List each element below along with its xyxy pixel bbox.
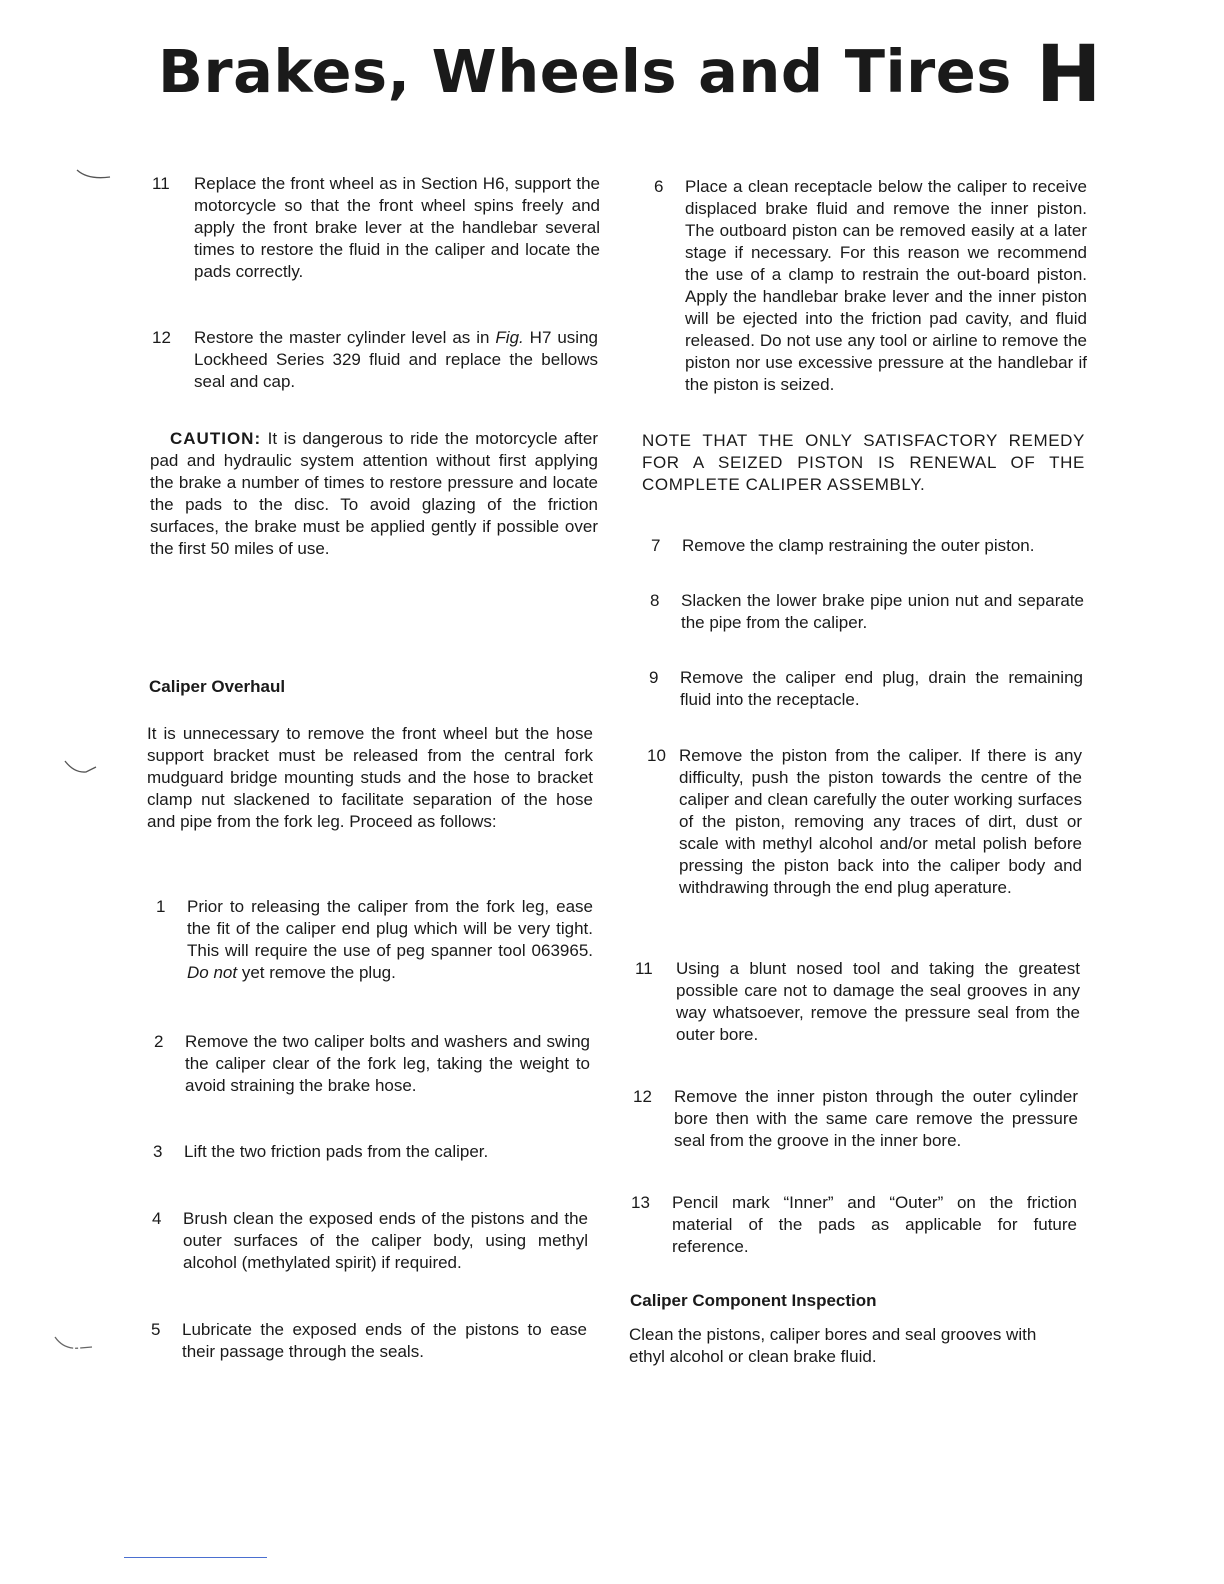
figure-reference: Fig. [495, 328, 524, 347]
item-text-part: H7 using Lockheed Series 329 fluid and replace the bellows seal and cap. [194, 328, 598, 391]
item-text: Place a clean receptacle below the caliper to receive displaced brake fluid and remove the inner piston. The outboard piston can be removed easily at a later stage if necessary. For this reason we recommend the use of a clamp to restrain the out-board piston. Apply the handlebar brake lever and the inner piston will be ejected into the friction pad cavity, and fluid released. Do not use any tool or airline to remove the piston nor use excessive pressure at the handlebar if the piston is seized. [685, 177, 1087, 394]
list-item-left-4 [152, 1208, 588, 1274]
item-text: Remove the two caliper bolts and washers and swing the caliper clear of the fork leg, taking the weight to avoid straining the brake hose. [185, 1032, 590, 1095]
list-item-right-7 [651, 535, 1084, 557]
item-text: Lubricate the exposed ends of the pistons to ease their passage through the seals. [182, 1320, 587, 1361]
item-text [194, 327, 598, 393]
item-number: 6 [654, 177, 664, 196]
item-number: 5 [151, 1320, 161, 1339]
item-number: 4 [152, 1209, 162, 1228]
item-text [187, 896, 593, 984]
punch-mark [64, 759, 98, 777]
inspection-text: Clean the pistons, caliper bores and seal grooves with ethyl alcohol or clean brake fluid. [629, 1325, 1037, 1366]
item-text: Slacken the lower brake pipe union nut and separate the pipe from the caliper. [681, 591, 1084, 632]
item-text: Remove the inner piston through the outer cylinder bore then with the same care remove the pressure seal from the groove in the inner bore. [674, 1087, 1078, 1150]
item-number: 2 [154, 1032, 164, 1051]
item-text: Remove the clamp restraining the outer piston. [682, 536, 1035, 555]
item-number: 12 [152, 328, 171, 347]
list-item-left-11 [152, 173, 600, 283]
item-text: Remove the piston from the caliper. If there is any difficulty, push the piston towards the centre of the caliper and clean carefully the outer working surfaces of the piston, removing any traces of dirt, dust or scale with methyl alcohol and/or metal polish before pressing the piston back into the caliper body and withdrawing through the end plug aperature. [679, 746, 1082, 897]
item-number: 12 [633, 1087, 652, 1106]
caution-text: It is dangerous to ride the motorcycle after pad and hydraulic system attention without first applying the brake a number of times to restore pressure and locate the pads to the disc. To avoid glazing of the friction surfaces, the brake must be applied gently if possible over the first 50 miles of use. [150, 429, 598, 558]
item-text-part: Prior to releasing the caliper from the fork leg, ease the fit of the caliper end plug which will be very tight. This will require the use of peg spanner tool 063965. [187, 897, 593, 960]
item-number: 8 [650, 591, 660, 610]
punch-mark [54, 1335, 94, 1353]
item-number: 13 [631, 1193, 650, 1212]
list-item-right-9 [649, 667, 1083, 711]
list-item-right-10 [647, 745, 1082, 899]
note-paragraph: NOTE THAT THE ONLY SATISFACTORY REMEDY FOR A SEIZED PISTON IS RENEWAL OF THE COMPLETE CALIPER ASSEMBLY. [642, 431, 1085, 494]
list-item-left-3 [153, 1141, 589, 1163]
page-title: Brakes, Wheels and Tires [158, 37, 1012, 106]
list-item-right-11 [635, 958, 1080, 1046]
list-item-right-6 [654, 176, 1087, 396]
list-item-right-8 [650, 590, 1084, 634]
item-text: Brush clean the exposed ends of the pistons and the outer surfaces of the caliper body, using methyl alcohol (methylated spirit) if required. [183, 1209, 588, 1272]
item-text-part: yet remove the plug. [237, 963, 396, 982]
item-number: 10 [647, 746, 666, 765]
section-heading-component-inspection: Caliper Component Inspection [630, 1291, 877, 1310]
item-number: 1 [156, 897, 166, 916]
item-number: 11 [635, 959, 653, 978]
list-item-right-13 [631, 1192, 1077, 1258]
list-item-left-2 [154, 1031, 590, 1097]
punch-mark [76, 168, 112, 182]
item-text: Lift the two friction pads from the caliper. [184, 1142, 489, 1161]
section-heading-caliper-overhaul: Caliper Overhaul [149, 677, 286, 696]
divider-line [124, 1557, 267, 1558]
item-number: 9 [649, 668, 659, 687]
list-item-right-12 [633, 1086, 1078, 1152]
item-text: Using a blunt nosed tool and taking the greatest possible care not to damage the seal grooves in any way whatsoever, remove the pressure seal from the outer bore. [676, 959, 1080, 1044]
item-number: 3 [153, 1142, 163, 1161]
item-text: Remove the caliper end plug, drain the remaining fluid into the receptacle. [680, 668, 1083, 709]
section-letter: H [1036, 30, 1102, 120]
list-item-left-1 [156, 896, 593, 984]
list-item-left-12 [152, 327, 598, 393]
caution-paragraph [150, 428, 598, 560]
caution-label: CAUTION: [170, 429, 262, 448]
emphasis-text: Do not [187, 963, 238, 982]
item-number: 7 [651, 536, 661, 555]
caliper-overhaul-intro: It is unnecessary to remove the front wheel but the hose support bracket must be released from the central fork mudguard bridge mounting studs and the hose to bracket clamp nut slackened to facilitate separation of the hose and pipe from the fork leg. Proceed as follows: [147, 724, 593, 831]
item-text-part: Restore the master cylinder level as in [194, 328, 496, 347]
item-text: Replace the front wheel as in Section H6, support the motorcycle so that the front wheel spins freely and apply the front brake lever at the handlebar several times to restore the fluid in the caliper and locate the pads correctly. [194, 174, 600, 281]
list-item-left-5 [151, 1319, 587, 1363]
item-text: Pencil mark “Inner” and “Outer” on the friction material of the pads as applicable for future reference. [672, 1193, 1077, 1256]
item-number: 11 [152, 174, 170, 193]
